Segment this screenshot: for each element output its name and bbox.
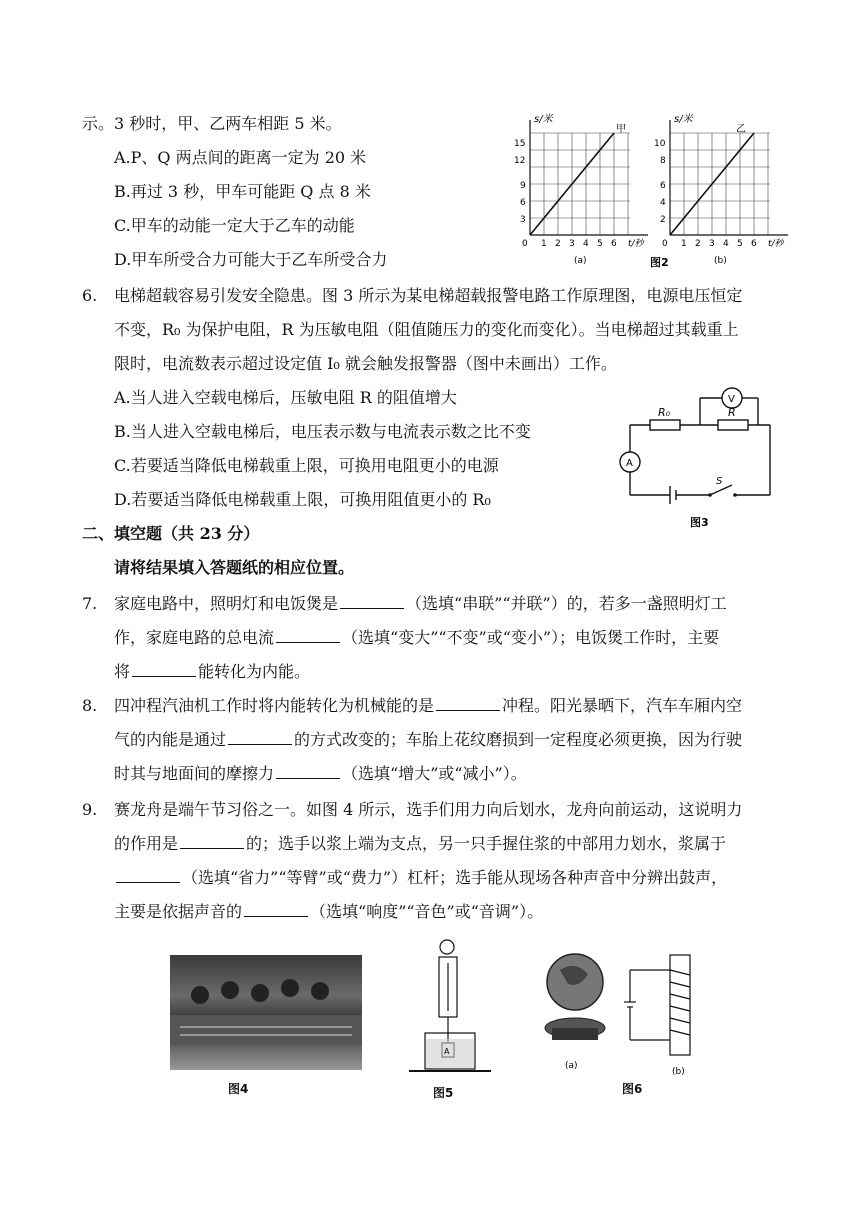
q9-number: 9. bbox=[82, 800, 98, 819]
q9-line4: 主要是依据声音的 （选填“响度”“音色”或“音调”）。 bbox=[114, 902, 544, 921]
svg-text:1: 1 bbox=[681, 239, 687, 249]
svg-text:0: 0 bbox=[522, 239, 528, 249]
svg-text:2: 2 bbox=[660, 215, 666, 225]
svg-text:S: S bbox=[716, 476, 723, 487]
svg-text:(b): (b) bbox=[672, 1067, 685, 1077]
svg-text:9: 9 bbox=[520, 181, 526, 191]
q7-line1: 家庭电路中，照明灯和电饭煲是 （选填“串联”“并联”）的，若多一盏照明灯工 bbox=[114, 594, 727, 613]
figure-6 bbox=[540, 950, 710, 1080]
svg-text:(b): (b) bbox=[714, 256, 727, 266]
svg-text:4: 4 bbox=[660, 198, 666, 208]
answer-blank[interactable] bbox=[244, 902, 308, 917]
q6-stem-line2: 不变，R₀ 为保护电阻，R 为压敏电阻（阻值随压力的变化而变化）。当电梯超过其载重上 bbox=[114, 320, 739, 339]
svg-text:2: 2 bbox=[695, 239, 701, 249]
svg-text:12: 12 bbox=[514, 156, 526, 166]
q9-line3: （选填“省力”“等臂”或“费力”）杠杆；选手能从现场各种声音中分辨出鼓声， bbox=[114, 868, 727, 888]
section-2-title: 二、填空题（共 23 分） bbox=[82, 524, 260, 543]
figure-3-caption: 图3 bbox=[690, 516, 709, 529]
q9-line2: 的作用是 的；选手以浆上端为支点，另一只手握住浆的中部用力划水，浆属于 bbox=[114, 834, 727, 853]
figure-4-caption: 图4 bbox=[228, 1082, 249, 1096]
q5-option-b: B.再过 3 秒，甲车可能距 Q 点 8 米 bbox=[114, 182, 371, 201]
svg-text:R₀: R₀ bbox=[658, 406, 671, 419]
figure-5-caption: 图5 bbox=[433, 1086, 454, 1100]
figure-3-circuit bbox=[610, 380, 790, 530]
svg-text:V: V bbox=[728, 394, 735, 405]
svg-text:8: 8 bbox=[660, 156, 666, 166]
q8-number: 8. bbox=[82, 696, 98, 715]
q5-option-c: C.甲车的动能一定大于乙车的动能 bbox=[114, 216, 355, 235]
q8-line2: 气的内能是通过 的方式改变的；车胎上花纹磨损到一定程度必须更换，因为行驶 bbox=[114, 730, 743, 749]
svg-text:(a): (a) bbox=[574, 256, 587, 266]
svg-text:R: R bbox=[728, 406, 736, 419]
svg-text:3: 3 bbox=[520, 215, 526, 225]
svg-text:5: 5 bbox=[737, 239, 743, 249]
q7-line3: 将 能转化为内能。 bbox=[114, 662, 311, 681]
q7-line2: 作，家庭电路的总电流 （选填“变大”“不变”或“变小”）；电饭煲工作时，主要 bbox=[114, 628, 720, 647]
q6-stem-line3: 限时，电流数表示超过设定值 I₀ 就会触发报警器（图中未画出）工作。 bbox=[114, 354, 617, 373]
svg-text:(a): (a) bbox=[565, 1061, 578, 1071]
svg-text:6: 6 bbox=[660, 181, 666, 191]
answer-blank[interactable] bbox=[228, 730, 292, 745]
answer-blank[interactable] bbox=[436, 696, 500, 711]
q6-stem-line1: 电梯超载容易引发安全隐患。图 3 所示为某电梯超载报警电路工作原理图，电源电压恒定 bbox=[114, 286, 743, 305]
answer-blank[interactable] bbox=[276, 764, 340, 779]
figure-2-caption: 图2 bbox=[650, 256, 669, 269]
answer-blank[interactable] bbox=[340, 594, 404, 609]
graph-b-ylabel: s/米 bbox=[674, 114, 693, 125]
svg-text:6: 6 bbox=[611, 239, 617, 249]
svg-text:A: A bbox=[626, 458, 633, 469]
figure-2 bbox=[500, 100, 800, 270]
svg-text:4: 4 bbox=[723, 239, 729, 249]
q5-stem-tail: 示。3 秒时，甲、乙两车相距 5 米。 bbox=[82, 114, 342, 133]
svg-text:t/秒: t/秒 bbox=[628, 239, 644, 249]
answer-blank[interactable] bbox=[180, 834, 244, 849]
graph-a bbox=[514, 113, 648, 266]
svg-text:5: 5 bbox=[597, 239, 603, 249]
svg-text:3: 3 bbox=[569, 239, 575, 249]
q9-line1: 赛龙舟是端午节习俗之一。如图 4 所示，选手们用力向后划水，龙舟向前运动，这说明力 bbox=[114, 800, 743, 819]
q5-option-a: A.P、Q 两点间的距离一定为 20 米 bbox=[114, 148, 367, 167]
q5-option-d: D.甲车所受合力可能大于乙车所受合力 bbox=[114, 250, 388, 269]
figure-6-caption: 图6 bbox=[622, 1082, 643, 1096]
svg-text:A: A bbox=[444, 1047, 450, 1056]
q7-number: 7. bbox=[82, 594, 98, 613]
q8-line1: 四冲程汽油机工作时将内能转化为机械能的是 冲程。阳光暴晒下，汽车车厢内空 bbox=[114, 696, 743, 715]
svg-text:1: 1 bbox=[541, 239, 547, 249]
svg-text:t/秒: t/秒 bbox=[768, 239, 784, 249]
hand-icon bbox=[440, 940, 454, 954]
svg-text:3: 3 bbox=[709, 239, 715, 249]
figure-4-dragon-boat-photo bbox=[170, 955, 362, 1070]
graph-b bbox=[654, 113, 788, 266]
q6-option-c: C.若要适当降低电梯载重上限，可换用电阻更小的电源 bbox=[114, 456, 499, 475]
graph-b-series-label: 乙 bbox=[736, 124, 746, 135]
section-2-instruction: 请将结果填入答题纸的相应位置。 bbox=[114, 558, 355, 577]
figure-5-spring-scale bbox=[405, 935, 495, 1075]
svg-text:2: 2 bbox=[555, 239, 561, 249]
svg-text:10: 10 bbox=[654, 139, 666, 149]
answer-blank[interactable] bbox=[276, 628, 340, 643]
answer-blank[interactable] bbox=[132, 662, 196, 677]
graph-a-ylabel: s/米 bbox=[534, 114, 553, 125]
svg-text:15: 15 bbox=[514, 139, 526, 149]
svg-text:0: 0 bbox=[662, 239, 668, 249]
q6-option-b: B.当人进入空载电梯后，电压表示数与电流表示数之比不变 bbox=[114, 422, 531, 441]
q6-option-a: A.当人进入空载电梯后，压敏电阻 R 的阻值增大 bbox=[114, 388, 457, 407]
q8-line3: 时其与地面间的摩擦力 （选填“增大”或“减小”）。 bbox=[114, 764, 527, 783]
answer-blank[interactable] bbox=[116, 868, 180, 883]
resistor-r0 bbox=[650, 420, 680, 430]
svg-text:6: 6 bbox=[520, 198, 526, 208]
graph-a-series-label: 甲 bbox=[616, 124, 626, 135]
q6-option-d: D.若要适当降低电梯载重上限，可换用阻值更小的 R₀ bbox=[114, 490, 491, 509]
svg-text:4: 4 bbox=[583, 239, 589, 249]
q6-number: 6. bbox=[82, 286, 98, 305]
svg-text:6: 6 bbox=[751, 239, 757, 249]
resistor-r bbox=[718, 420, 748, 430]
